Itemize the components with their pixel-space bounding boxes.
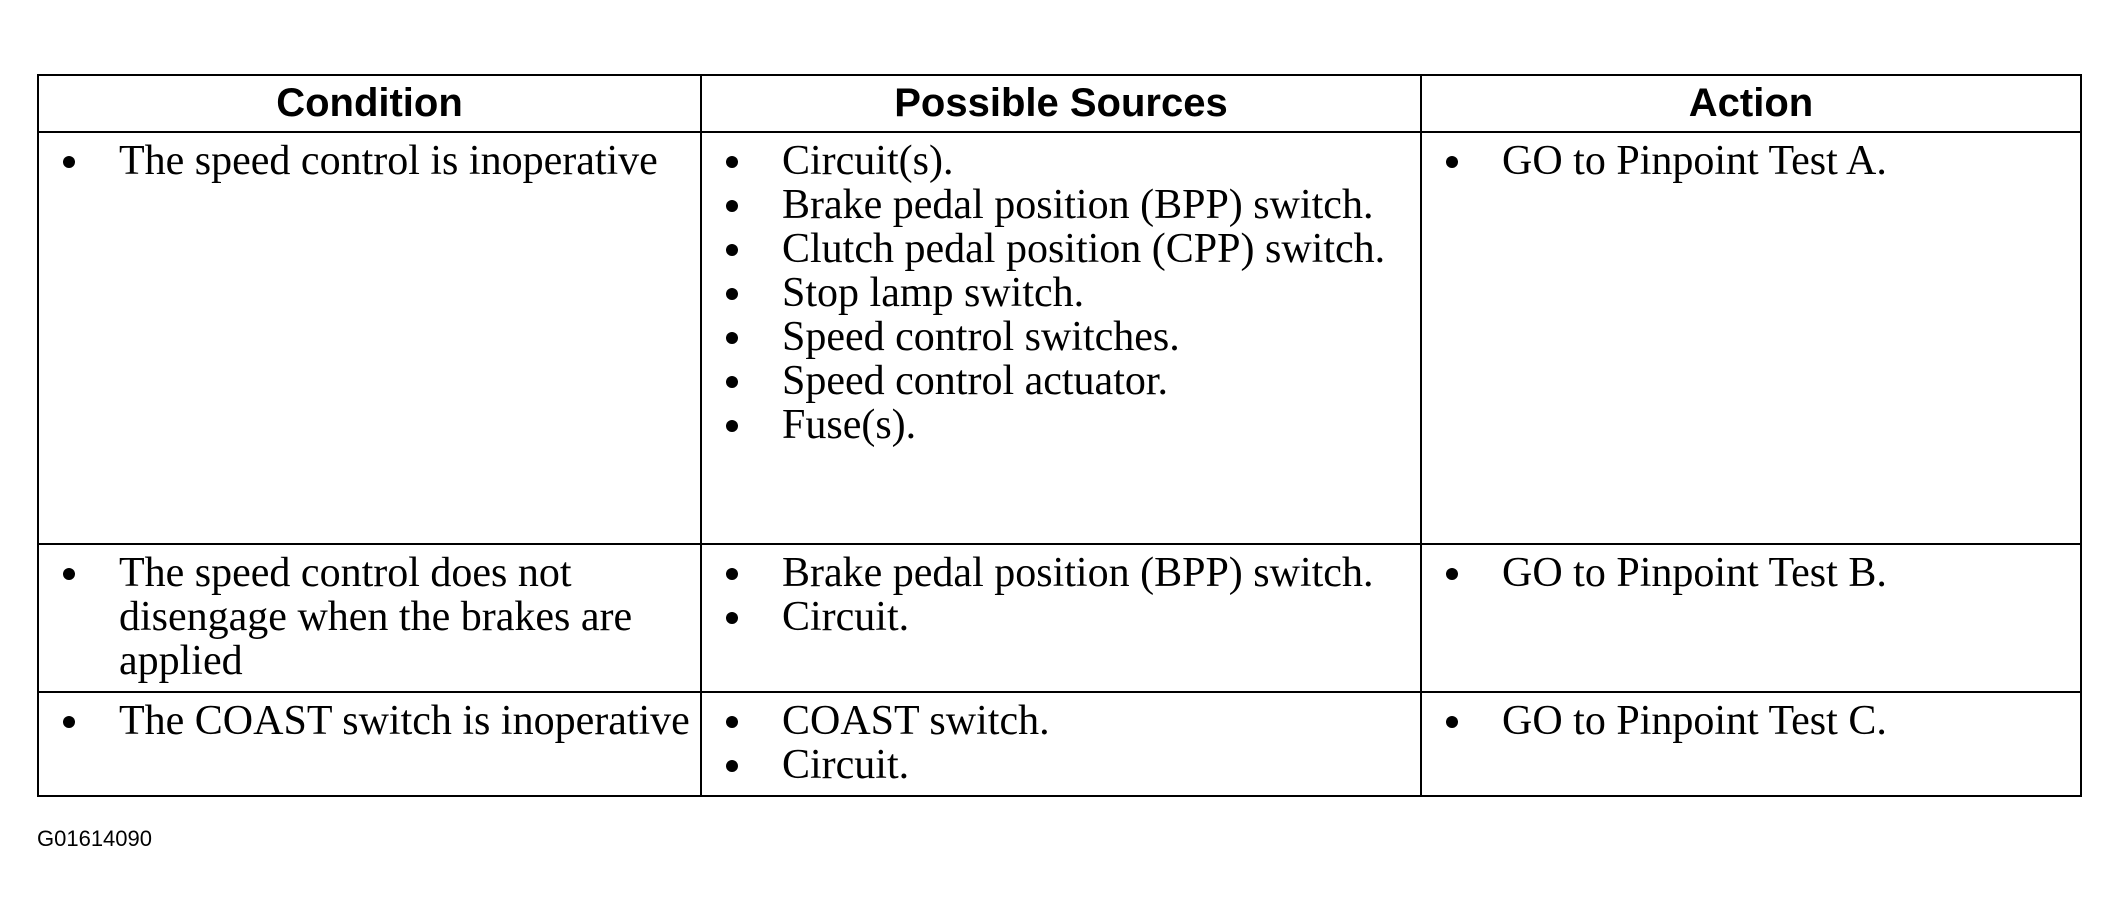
bullet-icon: [726, 568, 738, 580]
sources-cell: [701, 692, 1421, 796]
list-item: [712, 183, 1410, 227]
diagnosis-table: [37, 74, 2082, 797]
bullet-icon: [726, 376, 738, 388]
action-cell: [1421, 132, 2081, 544]
source-text: Speed control switches.: [782, 314, 1180, 360]
list-item: [1432, 551, 2070, 595]
source-text: Circuit.: [782, 742, 910, 788]
bullet-icon: [726, 760, 738, 772]
list-item: [712, 551, 1410, 595]
list-item: [49, 699, 690, 743]
source-text: Fuse(s).: [782, 402, 917, 448]
condition-cell: [38, 132, 701, 544]
action-text: GO to Pinpoint Test B.: [1502, 550, 1887, 596]
condition-text: The COAST switch is inoperative: [119, 698, 690, 744]
bullet-icon: [726, 156, 738, 168]
action-text: GO to Pinpoint Test A.: [1502, 138, 1887, 184]
list-item: [712, 315, 1410, 359]
condition-list: [49, 139, 690, 183]
action-list: [1432, 551, 2070, 595]
list-item: [712, 743, 1410, 787]
sources-list: [712, 139, 1410, 447]
action-list: [1432, 699, 2070, 743]
bullet-icon: [726, 332, 738, 344]
list-item: [712, 595, 1410, 639]
bullet-icon: [726, 612, 738, 624]
action-cell: [1421, 692, 2081, 796]
source-text: Circuit(s).: [782, 138, 954, 184]
bullet-icon: [726, 244, 738, 256]
bullet-icon: [726, 288, 738, 300]
table-header-row: [38, 75, 2081, 132]
column-header-possible-sources: Possible Sources: [701, 75, 1421, 132]
figure-id: G01614090: [37, 826, 152, 851]
bullet-icon: [1446, 716, 1458, 728]
source-text: Circuit.: [782, 594, 910, 640]
bullet-icon: [1446, 156, 1458, 168]
list-item: [1432, 139, 2070, 183]
source-text: Clutch pedal position (CPP) switch.: [782, 226, 1386, 272]
table-row: [38, 132, 2081, 544]
sources-cell: [701, 132, 1421, 544]
list-item: [712, 359, 1410, 403]
condition-text: The speed control does not disengage when the brakes are applied: [119, 550, 633, 684]
list-item: [49, 139, 690, 183]
condition-list: [49, 699, 690, 743]
action-cell: [1421, 544, 2081, 692]
list-item: [49, 551, 690, 683]
bullet-icon: [63, 568, 75, 580]
bullet-icon: [726, 716, 738, 728]
bullet-icon: [63, 716, 75, 728]
condition-list: [49, 551, 690, 683]
table-row: [38, 544, 2081, 692]
source-text: Speed control actuator.: [782, 358, 1169, 404]
column-header-action: Action: [1421, 75, 2081, 132]
list-item: [712, 227, 1410, 271]
list-item: [1432, 699, 2070, 743]
bullet-icon: [1446, 568, 1458, 580]
table-row: [38, 692, 2081, 796]
source-text: COAST switch.: [782, 698, 1050, 744]
list-item: [712, 271, 1410, 315]
action-text: GO to Pinpoint Test C.: [1502, 698, 1887, 744]
bullet-icon: [726, 200, 738, 212]
condition-text: The speed control is inoperative: [119, 138, 658, 184]
sources-list: [712, 551, 1410, 639]
sources-cell: [701, 544, 1421, 692]
condition-cell: [38, 692, 701, 796]
list-item: [712, 403, 1410, 447]
list-item: [712, 139, 1410, 183]
column-header-condition: Condition: [38, 75, 701, 132]
list-item: [712, 699, 1410, 743]
action-list: [1432, 139, 2070, 183]
condition-cell: [38, 544, 701, 692]
source-text: Brake pedal position (BPP) switch.: [782, 182, 1374, 228]
source-text: Stop lamp switch.: [782, 270, 1085, 316]
source-text: Brake pedal position (BPP) switch.: [782, 550, 1374, 596]
sources-list: [712, 699, 1410, 787]
bullet-icon: [63, 156, 75, 168]
bullet-icon: [726, 420, 738, 432]
